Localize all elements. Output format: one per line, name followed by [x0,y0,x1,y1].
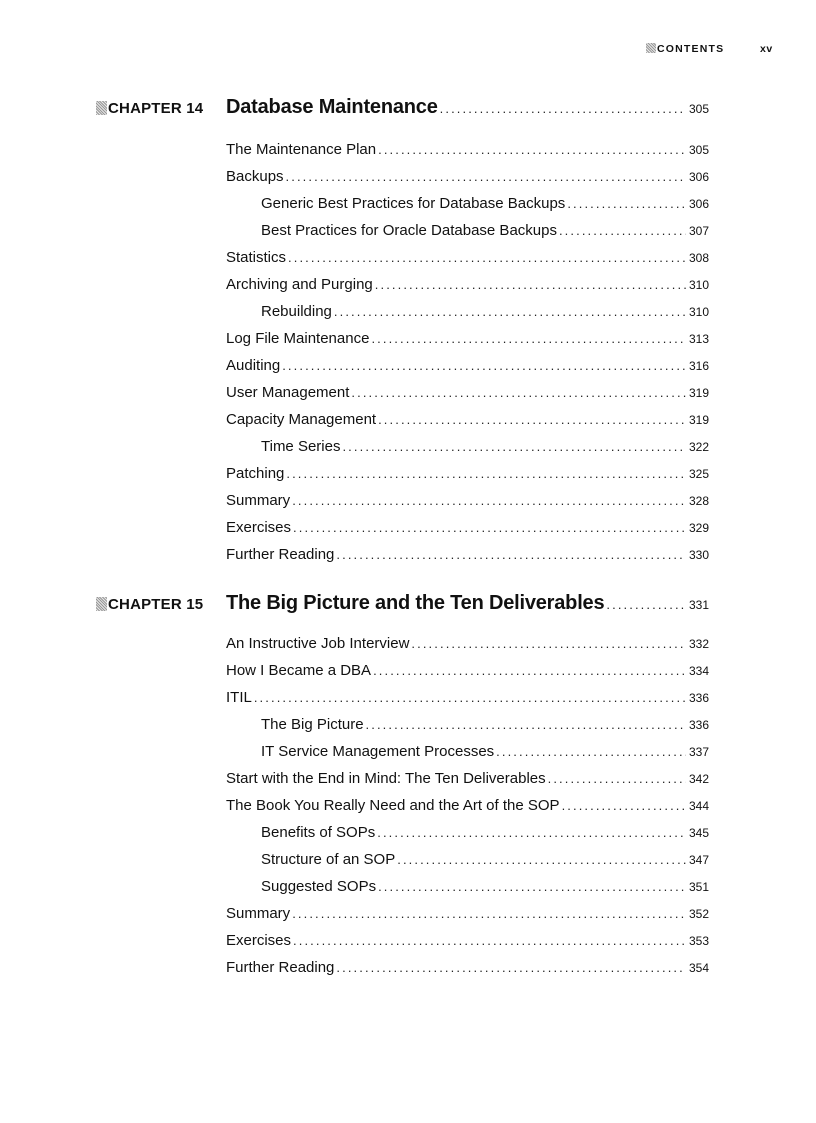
dot-leader [336,958,686,978]
toc-entry-page: 334 [688,664,709,678]
toc-subentry[interactable] [261,877,709,897]
toc-entry-title: Summary [226,492,291,509]
chapter-page-number: 331 [688,598,709,612]
toc-entry[interactable] [226,904,709,924]
toc-entry-title: The Big Picture [261,716,364,733]
toc-entry-title: Rebuilding [261,303,332,320]
toc-entry-page: 322 [688,440,709,454]
running-header-page-number: xv [760,43,773,55]
toc-entry-title: IT Service Management Processes [261,743,495,760]
toc-entry[interactable] [226,634,709,654]
toc-entry-page: 345 [688,826,709,840]
toc-entry[interactable] [226,356,709,376]
toc-entry-page: 353 [688,934,709,948]
toc-entry[interactable] [226,410,709,430]
dot-leader [282,356,686,376]
toc-entry-title: Generic Best Practices for Database Backups [261,195,566,212]
dot-leader [292,491,686,511]
chapter-page-number: 305 [688,102,709,116]
toc-entry-page: 336 [688,691,709,705]
toc-entry-page: 354 [688,961,709,975]
toc-entry-title: The Book You Really Need and the Art of the SOP [226,797,560,814]
dot-leader [292,904,686,924]
dot-leader [496,742,686,762]
dot-leader [606,597,686,612]
toc-entry-title: An Instructive Job Interview [226,635,410,652]
toc-entry[interactable] [226,248,709,268]
toc-entry[interactable] [226,464,709,484]
toc-subentry[interactable] [261,742,709,762]
toc-entry-page: 328 [688,494,709,508]
toc-entry-title: Further Reading [226,546,335,563]
dot-leader [286,167,686,187]
dot-leader [378,410,686,430]
dot-leader [351,383,686,403]
dot-leader [342,437,686,457]
dot-leader [440,101,686,116]
toc-entry[interactable] [226,329,709,349]
toc-entry-page: 342 [688,772,709,786]
toc-entry[interactable] [226,140,709,160]
toc-subentry[interactable] [261,221,709,241]
dot-leader [375,275,686,295]
toc-entry-page: 316 [688,359,709,373]
dot-leader [286,464,686,484]
toc-entry-title: Structure of an SOP [261,851,396,868]
toc-subentry[interactable] [261,302,709,322]
toc-entry-page: 352 [688,907,709,921]
toc-entry[interactable] [226,958,709,978]
toc-entry[interactable] [226,931,709,951]
toc-entry-page: 319 [688,413,709,427]
running-header [646,43,776,59]
toc-entry-title: Capacity Management [226,411,377,428]
toc-subentry[interactable] [261,850,709,870]
toc-entry-page: 313 [688,332,709,346]
toc-entry-title: Exercises [226,932,292,949]
toc-entry-page: 310 [688,278,709,292]
toc-entry-title: Exercises [226,519,292,536]
toc-entry-page: 305 [688,143,709,157]
toc-entry-title: Backups [226,168,284,185]
toc-entry-page: 325 [688,467,709,481]
dot-leader [378,140,686,160]
toc-entry-title: Summary [226,905,291,922]
toc-entry-title: Further Reading [226,959,335,976]
toc-entry[interactable] [226,275,709,295]
dot-leader [254,688,686,708]
toc-entry-page: 308 [688,251,709,265]
toc-entry-title: Suggested SOPs [261,878,377,895]
dot-leader [567,194,686,214]
toc-entry-title: Auditing [226,357,281,374]
toc-entry-title: The Maintenance Plan [226,141,377,158]
toc-entry[interactable] [226,383,709,403]
dot-leader [548,769,686,789]
toc-subentry[interactable] [261,437,709,457]
toc-entry-page: 329 [688,521,709,535]
running-header-section: CONTENTS [646,43,724,55]
toc-entry-page: 330 [688,548,709,562]
toc-entry[interactable] [226,545,709,565]
toc-entry-title: How I Became a DBA [226,662,372,679]
chapter-title: Database Maintenance [226,96,438,118]
dot-leader [336,545,686,565]
toc-entry-title: Time Series [261,438,341,455]
toc-entry-page: 310 [688,305,709,319]
toc-entry-title: Best Practices for Oracle Database Backups [261,222,557,239]
dot-leader [288,248,686,268]
toc-entry-page: 306 [688,170,709,184]
toc-entry-title: User Management [226,384,350,401]
dot-leader [397,850,686,870]
toc-entry-page: 319 [688,386,709,400]
toc-entry-page: 347 [688,853,709,867]
toc-entry-page: 332 [688,637,709,651]
dot-leader [371,329,686,349]
toc-entry-page: 351 [688,880,709,894]
toc-entry-title: Archiving and Purging [226,276,373,293]
chapter-title: The Big Picture and the Ten Deliverables [226,592,605,614]
chapter-label: CHAPTER 15 [96,596,203,613]
toc-entry-page: 336 [688,718,709,732]
dot-leader [293,931,686,951]
chapter-title-row[interactable] [226,592,709,615]
toc-entry-page: 307 [688,224,709,238]
toc-entry-title: ITIL [226,689,252,706]
chapter-label: CHAPTER 14 [96,100,203,117]
toc-entry[interactable] [226,769,709,789]
dot-leader [411,634,686,654]
dot-leader [334,302,686,322]
toc-entry-page: 306 [688,197,709,211]
toc-entry[interactable] [226,491,709,511]
toc-entry-title: Statistics [226,249,287,266]
toc-entry-title: Log File Maintenance [226,330,370,347]
toc-entry-title: Patching [226,465,285,482]
toc-entry[interactable] [226,661,709,681]
dot-leader [377,823,686,843]
toc-subentry[interactable] [261,823,709,843]
toc-entry-page: 344 [688,799,709,813]
toc-entry[interactable] [226,518,709,538]
dot-leader [366,715,686,735]
toc-entry[interactable] [226,688,709,708]
dot-leader [378,877,686,897]
toc-entry-page: 337 [688,745,709,759]
toc-subentry[interactable] [261,194,709,214]
toc-entry[interactable] [226,796,709,816]
chapter-title-row[interactable] [226,96,709,119]
dot-leader [373,661,686,681]
toc-entry[interactable] [226,167,709,187]
dot-leader [559,221,686,241]
toc-entry-title: Start with the End in Mind: The Ten Deliverables [226,770,546,787]
toc-subentry[interactable] [261,715,709,735]
dot-leader [293,518,686,538]
toc-entry-title: Benefits of SOPs [261,824,376,841]
dot-leader [562,796,686,816]
